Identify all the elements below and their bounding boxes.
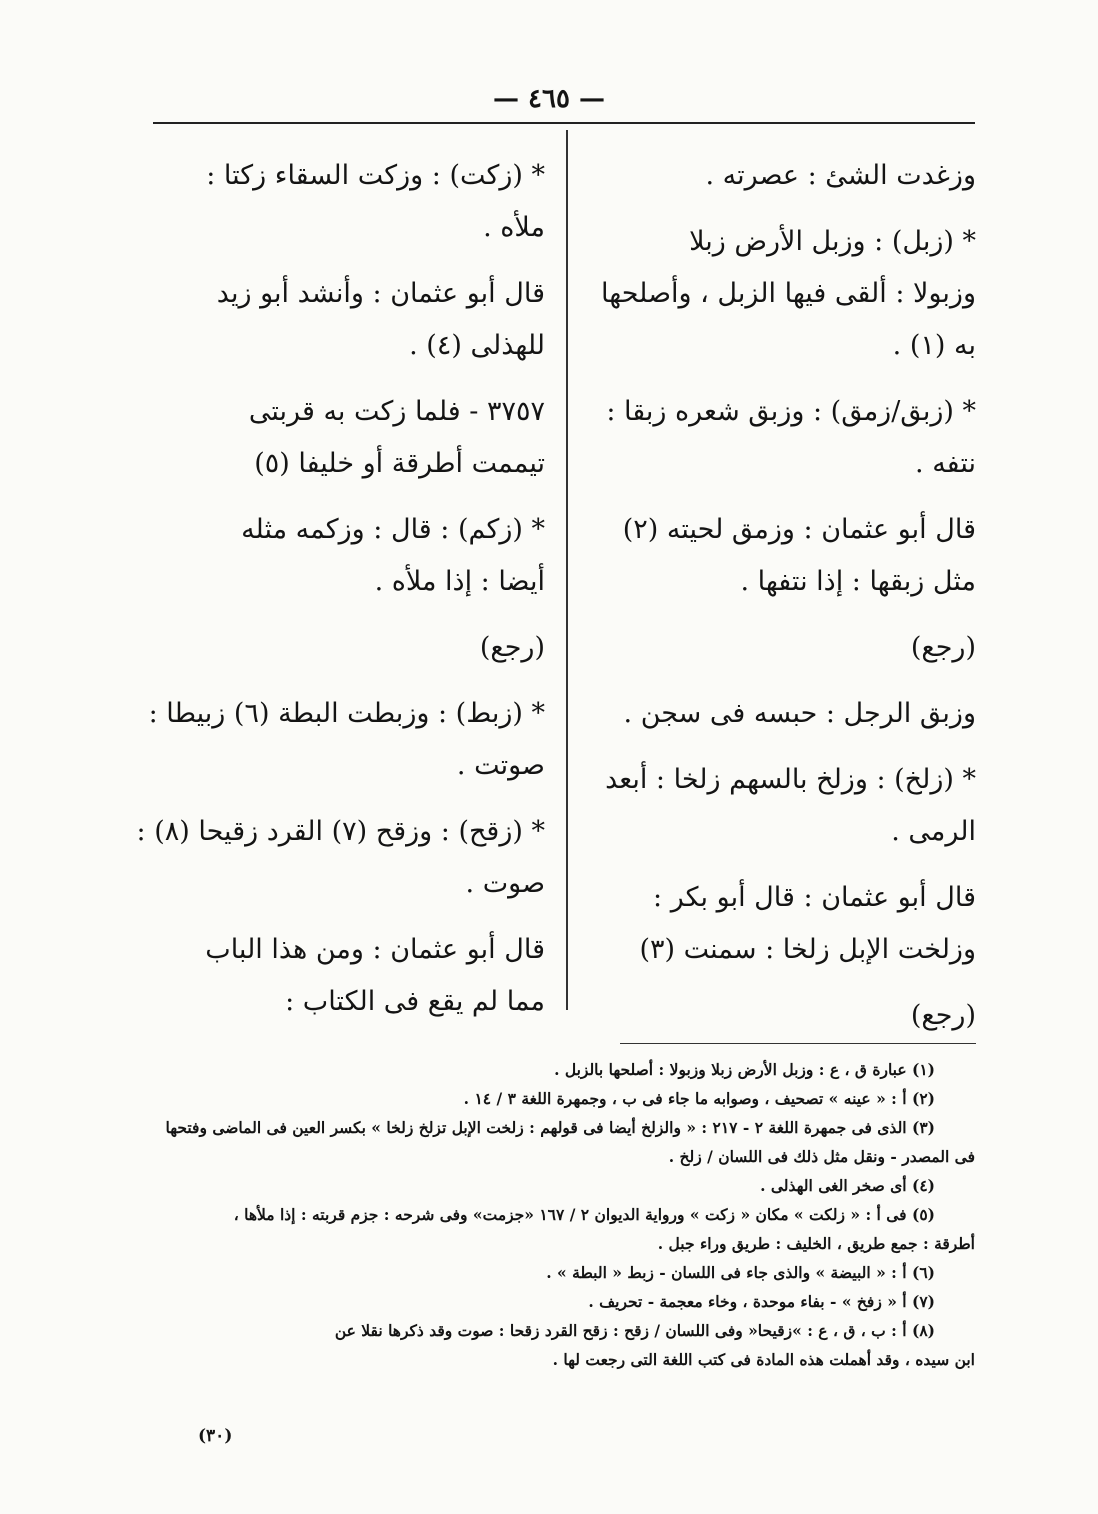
paragraph-gap xyxy=(155,608,545,622)
text-line: (رجع) xyxy=(910,1000,976,1031)
text-line: قال أبو عثمان : ومن هذا الباب xyxy=(205,934,545,965)
text-line: الرمى . xyxy=(891,816,976,847)
footnote-line: فى المصدر - ونقل مثل ذلك فى اللسان / زلخ . xyxy=(668,1147,975,1166)
paragraph-gap xyxy=(155,792,545,806)
header-rule xyxy=(153,122,975,124)
right-column xyxy=(596,150,976,1042)
paragraph-gap xyxy=(596,372,976,386)
left-column xyxy=(136,150,545,1028)
footnote-rule xyxy=(620,1043,976,1044)
footnote-line: (٥) فى أ : « زلكت » مكان « زكت » ورواية الديوان ٢ / ١٦٧ «جزمت» وفى شرحه : جزم قربته : إذا ملأها ، xyxy=(233,1205,935,1224)
text-line: وزبق الرجل : حبسه فى سجن . xyxy=(623,698,976,729)
page-number: — ٤٦٥ — xyxy=(492,84,606,114)
text-line: مما لم يقع فى الكتاب : xyxy=(285,986,545,1017)
paragraph-gap xyxy=(155,490,545,504)
text-line: * (زلخ) : وزلخ بالسهم زلخا : أبعد xyxy=(605,764,976,795)
paragraph-gap xyxy=(155,372,545,386)
text-line: (رجع) xyxy=(479,632,545,663)
text-line: قال أبو عثمان : وأنشد أبو زيد xyxy=(216,278,545,309)
text-line: تيممت أطرقة أو خليفا (٥) xyxy=(254,448,545,479)
text-line: ٣٧٥٧ - فلما زكت به قربتى xyxy=(248,396,545,427)
footnote-line: (١) عبارة ق ، ع : وزبل الأرض زبلا وزبولا : أصلحها بالزبل . xyxy=(554,1060,935,1079)
paragraph-gap xyxy=(596,976,976,990)
text-line: وزغدت الشئ : عصرته . xyxy=(705,160,976,191)
text-line: * (زكت) : وزكت السقاء زكتا : xyxy=(206,160,545,191)
footnote-line: (٧) أ « زفخ » - بفاء موحدة ، وخاء معجمة - تحريف . xyxy=(588,1292,935,1311)
text-line: * (زبل) : وزبل الأرض زبلا xyxy=(689,226,976,257)
text-line: قال أبو عثمان : قال أبو بكر : xyxy=(653,882,976,913)
text-line: (رجع) xyxy=(910,632,976,663)
paragraph-gap xyxy=(155,910,545,924)
footnote-line: (٢) أ : « عينه » تصحيف ، وصوابه ما جاء فى ب ، وجمهرة اللغة ٣ / ١٤ . xyxy=(463,1089,935,1108)
text-line: للهذلى (٤) . xyxy=(409,330,545,361)
text-line: * (زبق/زمق) : وزبق شعره زبقا : xyxy=(606,396,976,427)
footnotes xyxy=(130,1055,975,1374)
footnote-line: (٤) أى صخر الغى الهذلى . xyxy=(760,1176,935,1195)
text-line: وزبولا : ألقى فيها الزبل ، وأصلحها xyxy=(601,278,976,309)
paragraph-gap xyxy=(596,740,976,754)
footnote-line: (٣) الذى فى جمهرة اللغة ٢ - ٢١٧ : « والزلخ أيضا فى قولهم : زلخت الإبل تزلخ زلخا » بكسر العين فى الماضى وفتحها xyxy=(165,1118,935,1137)
text-line: * (زكم) : قال : وزكمه مثله xyxy=(241,514,545,545)
column-divider xyxy=(566,130,568,1010)
footnote-line: (٨) أ : ب ، ق ، ع : »زقيحا« وفى اللسان / زقح : زقح القرد زقحا : صوت وقد ذكرها نقلا عن xyxy=(334,1321,935,1340)
paragraph-gap xyxy=(596,608,976,622)
text-line: * (زقح) : وزقح (٧) القرد زقيحا (٨) : xyxy=(136,816,545,847)
paragraph-gap xyxy=(155,254,545,268)
footnote-line: ابن سيده ، وقد أهملت هذه المادة فى كتب اللغة التى رجعت لها . xyxy=(552,1350,975,1369)
text-line: وزلخت الإبل زلخا : سمنت (٣) xyxy=(639,934,976,965)
text-line: به (١) . xyxy=(892,330,976,361)
paragraph-gap xyxy=(155,674,545,688)
footnote-line: أطرقة : جمع طريق ، الخليف : طريق وراء جبل . xyxy=(657,1234,975,1253)
text-line: * (زبط) : وزبطت البطة (٦) زبيطا : xyxy=(148,698,545,729)
text-line: صوتت . xyxy=(456,750,545,781)
signature-mark: (٣٠) xyxy=(198,1426,233,1446)
text-line: أيضا : إذا ملأه . xyxy=(374,566,545,597)
text-line: صوت . xyxy=(465,868,545,899)
paragraph-gap xyxy=(596,490,976,504)
text-line: ملأه . xyxy=(483,212,545,243)
paragraph-gap xyxy=(596,202,976,216)
text-line: نتفه . xyxy=(915,448,976,479)
paragraph-gap xyxy=(596,858,976,872)
text-line: مثل زبقها : إذا نتفها . xyxy=(740,566,976,597)
paragraph-gap xyxy=(596,674,976,688)
footnote-line: (٦) أ : « البيضة » والذى جاء فى اللسان - زبط « البطة » . xyxy=(546,1263,935,1282)
text-line: قال أبو عثمان : وزمق لحيته (٢) xyxy=(622,514,976,545)
